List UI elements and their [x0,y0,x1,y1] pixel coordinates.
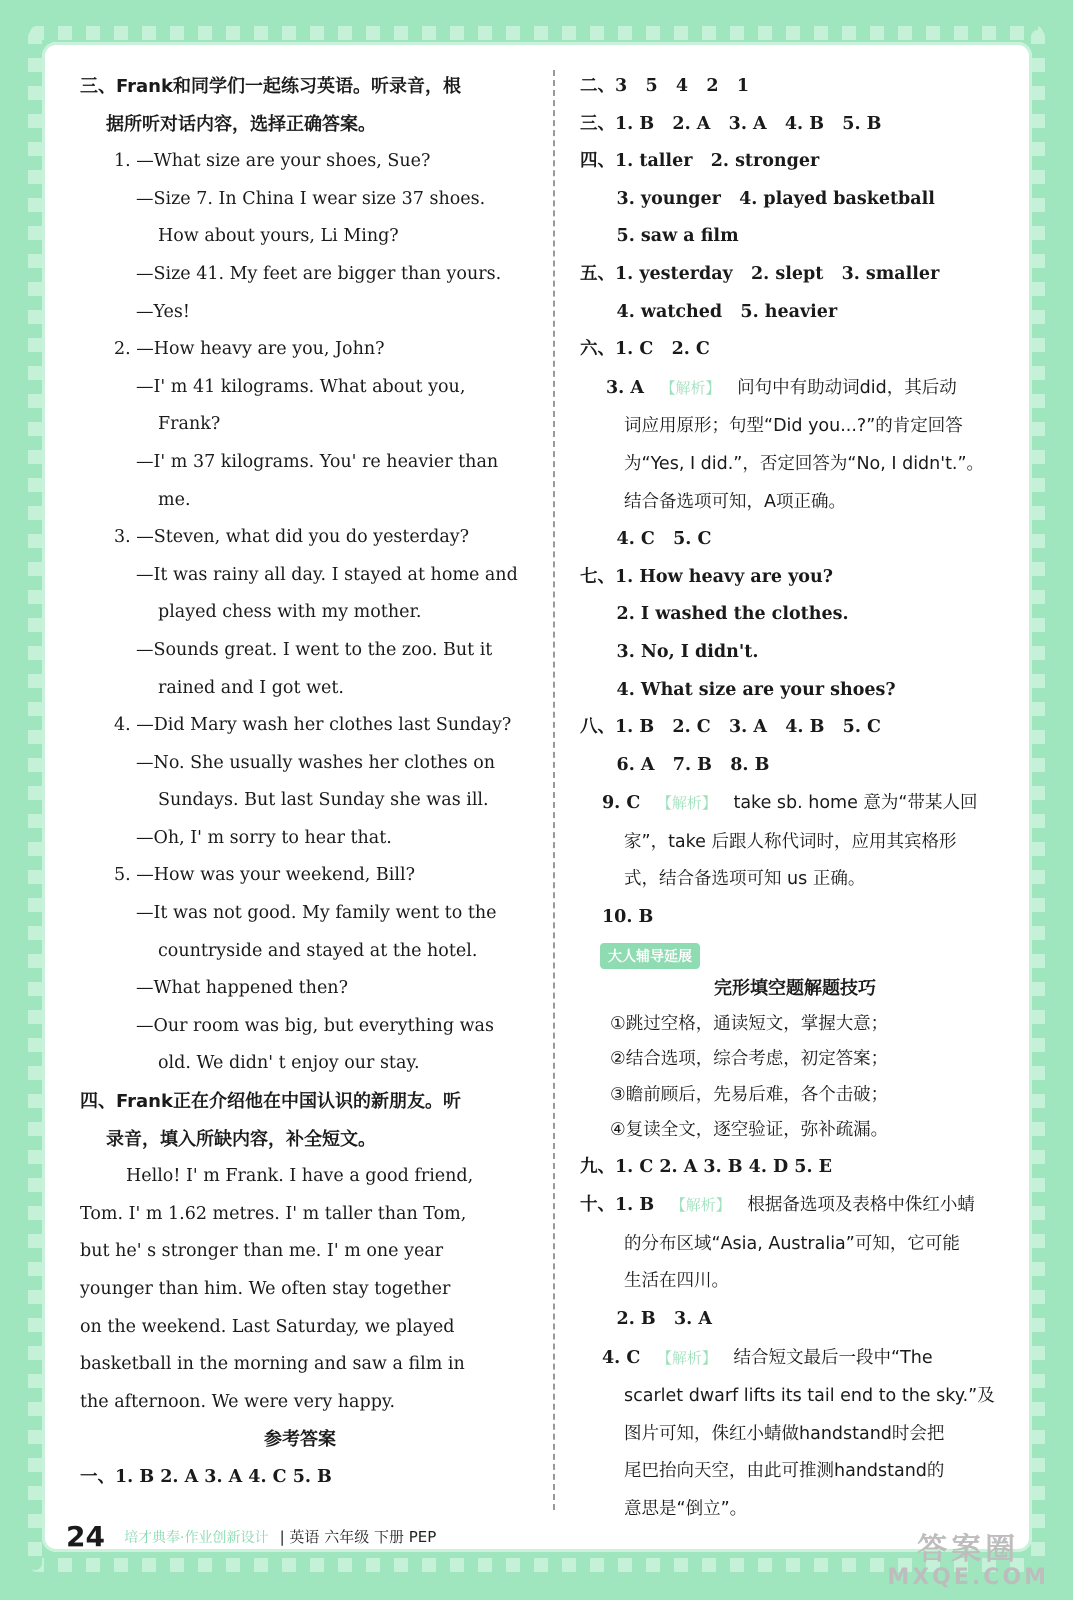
analysis-text: 结合短文最后一段中“The [733,1347,933,1368]
left-border [28,30,42,1570]
answers-list-b [580,521,1030,784]
analysis-text: 根据备选项及表格中侏红小蜻 [747,1195,975,1216]
dialogue-line: 5. —How was your weekend, Bill? [114,865,415,886]
section-4-passage [80,1158,535,1421]
analysis-text: 尾巴抬向天空，由此可推测handstand的 [624,1461,945,1482]
section-4-heading-line2: 录音，填入所缺内容，补全短文。 [106,1128,376,1150]
dialogue-line: —Size 41. My feet are bigger than yours. [136,263,502,284]
answer-10-1 [580,1186,1030,1226]
analysis-text: scarlet dwarf lifts its tail end to the sky.”及 [624,1386,995,1407]
answer-line: 四、1. taller 2. stronger [580,151,820,172]
analysis-text: 式，结合备选项可知 us 正确。 [624,869,866,890]
left-column [80,68,535,1497]
analysis-text: 的分布区域“Asia, Australia”可知，它可能 [624,1233,960,1254]
dialogue-line: How about yours, Li Ming? [158,226,399,247]
tip-item: ③瞻前顾后，先易后难，各个击破； [610,1084,889,1105]
watermark-line2: MXQE.COM [887,1564,1049,1590]
book-info: | 英语 六年级 下册 PEP [279,1528,437,1546]
answer-line: 3. No, I didn't. [580,641,759,662]
dialogue-line: 2. —How heavy are you, John? [114,339,385,360]
dialogue-line: —What happened then? [136,978,348,999]
analysis-tag: 【解析】 [660,378,721,397]
dialogue-line: —It was rainy all day. I stayed at home and [136,564,518,585]
passage-line: on the weekend. Last Saturday, we played [80,1316,455,1337]
answers-10-2-3: 2. B 3. A [580,1309,712,1330]
analysis-text: 图片可知，侏红小蜻做handstand时会把 [624,1423,945,1444]
analysis-text: 家”，take 后跟人称代词时，应用其宾格形 [624,831,957,852]
column-divider [553,70,555,1510]
analysis-tag: 【解析】 [656,794,717,813]
answer-6-3 [580,369,1030,409]
answers-row-9: 九、1. C 2. A 3. B 4. D 5. E [580,1156,832,1177]
answer-line: 2. I washed the clothes. [580,604,849,625]
tips-badge: 大人辅导延展 [600,943,700,969]
passage-line: the afternoon. We were very happy. [80,1391,396,1412]
dialogue-line: —Oh, I' m sorry to hear that. [136,827,392,848]
analysis-text: 问句中有助动词did，其后动 [737,377,957,398]
answer-line: 4. What size are your shoes? [580,679,896,700]
passage-line: but he' s stronger than me. I' m one year [80,1241,444,1262]
right-column [580,68,1030,1529]
page-footer [66,1520,436,1553]
top-border [30,26,1043,40]
tip-item: ④复读全文，逐空验证，弥补疏漏。 [610,1120,889,1141]
answer-line: 三、1. B 2. A 3. A 4. B 5. B [580,113,882,134]
answer-line: 3. younger 4. played basketball [580,188,935,209]
answer-line: 5. saw a film [580,226,739,247]
passage-line: younger than him. We often stay together [80,1279,451,1299]
analysis-text: 词应用原形；句型“Did you...?”的肯定回答 [624,416,963,437]
tips-title: 完形填空题解题技巧 [714,977,876,999]
answer-line: 4. watched 5. heavier [580,301,838,322]
watermark-line1: 答案圈 [917,1531,1020,1567]
analysis-text: 为“Yes, I did.”，否定回答为“No, I didn't.”。 [624,453,985,474]
answer-8-9-label: 9. C [602,793,641,814]
dialogue-line: old. We didn' t enjoy our stay. [158,1053,420,1074]
answers-row-1: 一、1. B 2. A 3. A 4. C 5. B [80,1466,332,1487]
dialogue-line: Frank? [158,414,221,435]
answer-line: 七、1. How heavy are you? [580,566,833,587]
dialogue-line: —Our room was big, but everything was [136,1015,494,1036]
analysis-tag: 【解析】 [656,1348,717,1367]
answer-10-4 [580,1339,1030,1379]
dialogue-line: —It was not good. My family went to the [136,903,497,924]
dialogue-line: countryside and stayed at the hotel. [158,940,478,961]
answer-line: 4. C 5. C [580,529,712,550]
answer-10-1-label: 十、1. B [580,1195,655,1216]
dialogue-line: 1. —What size are your shoes, Sue? [114,151,431,172]
tip-item: ①跳过空格，通读短文，掌握大意； [610,1013,889,1034]
page-number: 24 [66,1520,105,1553]
answer-8-10: 10. B [602,907,654,928]
dialogue-line: —I' m 41 kilograms. What about you, [136,376,466,397]
answer-line: 二、3 5 4 2 1 [580,76,749,96]
dialogue-line: 4. —Did Mary wash her clothes last Sunday? [114,715,512,736]
dialogue-line: —Sounds great. I went to the zoo. But it [136,639,493,660]
dialogue-line: —No. She usually washes her clothes on [136,752,496,773]
answers-title: 参考答案 [264,1429,336,1451]
section-3-heading-line2: 据所听对话内容，选择正确答案。 [106,113,376,135]
watermark-logo [887,1533,1049,1590]
passage-line: basketball in the morning and saw a film in [80,1354,465,1375]
dialogue-line: me. [158,489,191,510]
dialogue-line: —Yes! [136,301,190,322]
answers-list-a [580,68,1030,369]
tips-list [580,1007,1030,1149]
analysis-text: 结合备选项可知，A项正确。 [624,491,846,512]
answer-line: 八、1. B 2. C 3. A 4. B 5. C [580,717,881,738]
analysis-text: take sb. home 意为“带某人回 [733,793,978,814]
answer-line: 五、1. yesterday 2. slept 3. smaller [580,263,940,284]
dialogue-line: 3. —Steven, what did you do yesterday? [114,527,470,548]
dialogue-line: —Size 7. In China I wear size 37 shoes. [136,188,486,209]
right-border [1031,30,1045,1570]
section-3-heading-line1: 三、Frank和同学们一起练习英语。听录音，根 [80,76,461,97]
dialogue-line: played chess with my mother. [158,602,422,623]
analysis-tag: 【解析】 [670,1196,731,1215]
answer-line: 6. A 7. B 8. B [580,754,770,775]
dialogue-line: Sundays. But last Sunday she was ill. [158,790,489,811]
analysis-text: 生活在四川。 [624,1271,729,1292]
passage-line: Hello! I' m Frank. I have a good friend, [126,1166,474,1187]
dialogue-line: rained and I got wet. [158,677,344,698]
answer-10-4-label: 4. C [602,1347,641,1368]
tip-item: ②结合选项，综合考虑，初定答案； [610,1049,889,1070]
analysis-text: 意思是“倒立”。 [624,1499,748,1519]
dialogue-line: —I' m 37 kilograms. You' re heavier than [136,451,499,472]
series-name: 培才典奉·作业创新设计 [124,1529,269,1546]
section-3-dialogues [80,143,535,1083]
section-4-heading-line1: 四、Frank正在介绍他在中国认识的新朋友。听 [80,1091,461,1113]
answer-line: 六、1. C 2. C [580,339,710,360]
answer-6-3-label: 3. A [606,377,644,398]
passage-line: Tom. I' m 1.62 metres. I' m taller than Tom, [80,1203,467,1224]
answer-8-9 [580,784,1030,824]
